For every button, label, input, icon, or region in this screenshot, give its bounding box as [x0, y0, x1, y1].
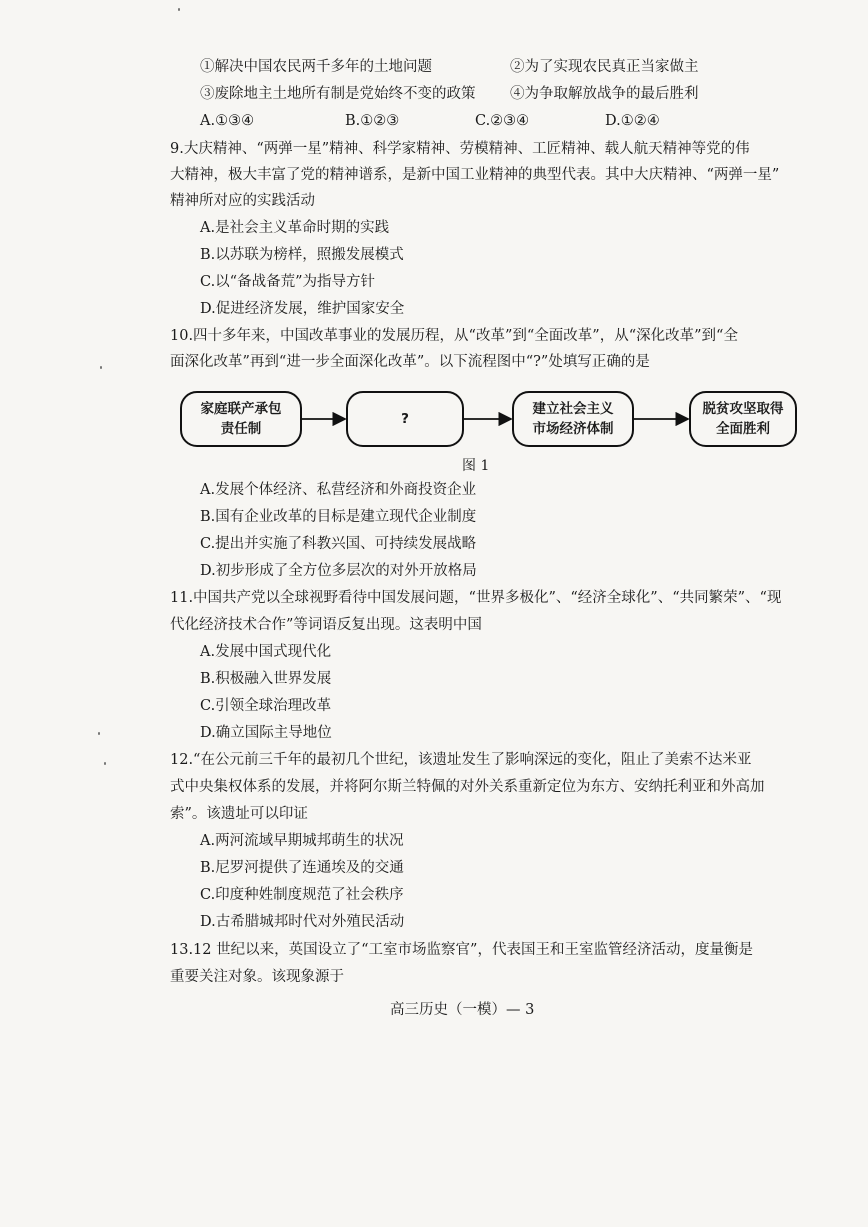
scan-speck: [178, 8, 180, 11]
q11-option-d: D.确立国际主导地位: [200, 725, 332, 741]
q9-option-d: D.促进经济发展，维护国家安全: [200, 301, 405, 317]
q9-option-a: A.是社会主义革命时期的实践: [200, 220, 390, 236]
q8-statements-row-1: [200, 56, 699, 78]
q11-option-c: C.引领全球治理改革: [200, 698, 332, 714]
q13-stem-line-1: 13.12 世纪以来，英国设立了“工室市场监察官”，代表国王和王室监管经济活动，度量衡是: [170, 942, 753, 958]
page-footer: 高三历史（一模）— 3: [390, 1002, 535, 1018]
q9-option-b: B.以苏联为榜样，照搬发展模式: [200, 247, 404, 263]
q10-option-b: B.国有企业改革的目标是建立现代企业制度: [200, 509, 477, 525]
q12-stem-line-2: 式中央集权体系的发展，并将阿尔斯兰特佩的对外关系重新定位为东方、安纳托利亚和外高加: [170, 779, 765, 795]
q11-stem-line-1: 11.中国共产党以全球视野看待中国发展问题，“世界多极化”、“经济全球化”、“共同繁荣”、“现: [170, 590, 782, 606]
q11-option-a: A.发展中国式现代化: [200, 644, 332, 660]
q8-option-c: C.②③④: [475, 113, 530, 129]
q10-stem-line-2: 面深化改革”再到“进一步全面深化改革”。以下流程图中“?”处填写正确的是: [170, 354, 650, 370]
q9-stem-line-1: 9.大庆精神、“两弹一星”精神、科学家精神、劳模精神、工匠精神、载人航天精神等党的伟: [170, 141, 750, 157]
q8-option-a: A.①③④: [200, 113, 255, 129]
flow-box-2-label: ?: [401, 411, 409, 427]
q13-stem-line-2: 重要关注对象。该现象源于: [170, 969, 344, 985]
q11-stem-line-2: 代化经济技术合作”等词语反复出现。这表明中国: [170, 617, 482, 633]
scan-speck: [100, 366, 102, 369]
q8-option-d: D.①②④: [605, 113, 660, 129]
q9-stem-line-3: 精神所对应的实践活动: [170, 193, 315, 209]
q10-option-c: C.提出并实施了科教兴国、可持续发展战略: [200, 536, 477, 552]
q11-option-b: B.积极融入世界发展: [200, 671, 332, 687]
q9-stem-line-2: 大精神，极大丰富了党的精神谱系，是新中国工业精神的典型代表。其中大庆精神、“两弹一星”: [170, 167, 780, 183]
q8-option-b: B.①②③: [345, 113, 400, 129]
q9-option-c: C.以“备战备荒”为指导方针: [200, 274, 376, 290]
flow-box-4-label: 脱贫攻坚取得 全面胜利: [702, 401, 784, 437]
scan-speck: [98, 732, 100, 735]
q8-choices-row: [200, 110, 660, 132]
q12-option-b: B.尼罗河提供了连通埃及的交通: [200, 860, 404, 876]
q10-option-a: A.发展个体经济、私营经济和外商投资企业: [200, 482, 477, 498]
q8-statement-1: ①解决中国农民两千多年的土地问题: [200, 59, 432, 75]
flow-box-1-label: 家庭联产承包 责任制: [200, 401, 282, 437]
q12-option-d: D.古希腊城邦时代对外殖民活动: [200, 914, 405, 930]
figure-caption: 图 1: [462, 458, 490, 474]
q12-option-c: C.印度种姓制度规范了社会秩序: [200, 887, 404, 903]
q12-stem-line-1: 12.“在公元前三千年的最初几个世纪，该遗址发生了影响深远的变化，阻止了美索不达米亚: [170, 752, 752, 768]
q8-statement-3: ③废除地主土地所有制是党始终不变的政策: [200, 86, 476, 102]
q8-statements-row-2: [200, 83, 699, 105]
scan-speck: [104, 762, 106, 765]
flow-box-3-label: 建立社会主义 市场经济体制: [532, 401, 614, 437]
q8-statement-4: ④为争取解放战争的最后胜利: [510, 86, 699, 102]
q12-stem-line-3: 索”。该遗址可以印证: [170, 806, 308, 822]
q8-statement-2: ②为了实现农民真正当家做主: [510, 59, 699, 75]
q10-option-d: D.初步形成了全方位多层次的对外开放格局: [200, 563, 477, 579]
flowchart: [180, 391, 798, 447]
q12-option-a: A.两河流域早期城邦萌生的状况: [200, 833, 404, 849]
q10-stem-line-1: 10.四十多年来，中国改革事业的发展历程，从“改革”到“全面改革”，从“深化改革”到“全: [170, 328, 738, 344]
